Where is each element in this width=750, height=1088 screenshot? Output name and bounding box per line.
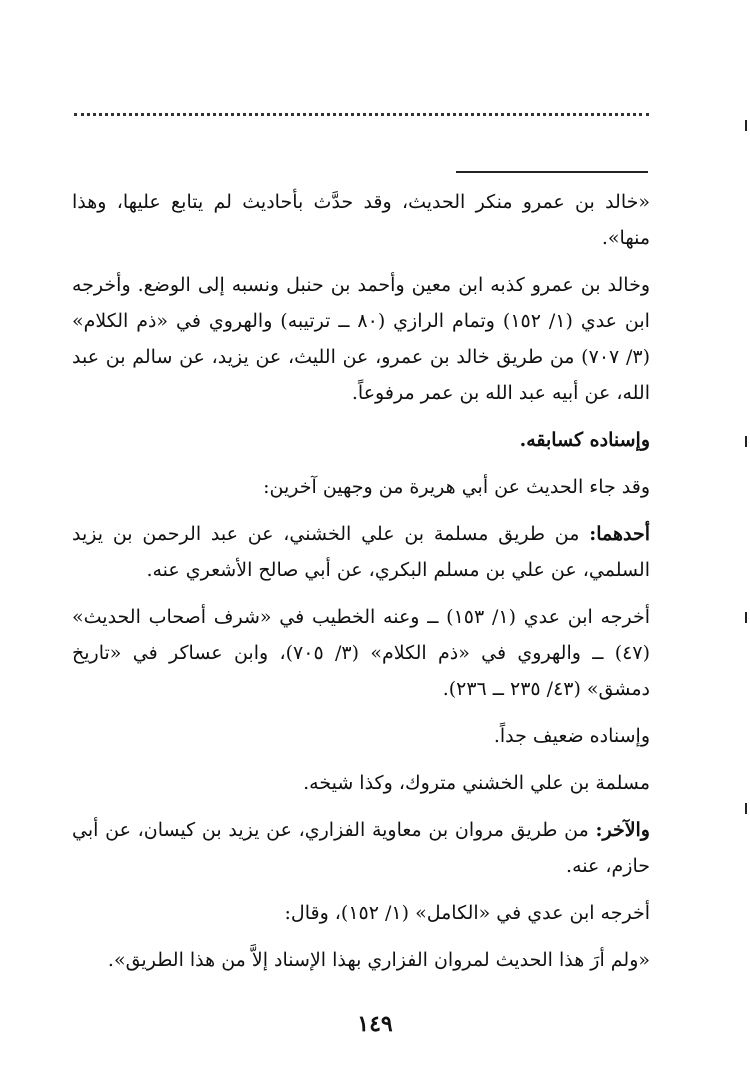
paragraph-text: وإسناده ضعيف جداً. bbox=[493, 725, 650, 747]
paragraph-3 bbox=[72, 422, 650, 458]
paragraph-1 bbox=[72, 184, 650, 256]
dotted-separator bbox=[74, 113, 649, 116]
margin-mark bbox=[745, 612, 747, 623]
paragraph-11 bbox=[72, 942, 650, 978]
paragraph-6 bbox=[72, 599, 650, 707]
margin-mark bbox=[745, 803, 747, 814]
paragraph-text: من طريق مسلمة بن علي الخشني، عن عبد الرحمن بن يزيد السلمي، عن علي بن مسلم البكري، عن أبي صالح الأشعري عنه. bbox=[72, 523, 650, 581]
paragraph-text: «ولم أرَ هذا الحديث لمروان الفزاري بهذا الإسناد إلاَّ من هذا الطريق». bbox=[107, 949, 650, 971]
paragraph-text: أخرجه ابن عدي في «الكامل» (١/ ١٥٢)، وقال: bbox=[284, 902, 650, 924]
footnote-rule bbox=[456, 171, 648, 173]
page-number: ١٤٩ bbox=[357, 1011, 393, 1037]
paragraph-2 bbox=[72, 267, 650, 411]
paragraph-7 bbox=[72, 718, 650, 754]
paragraph-lead: والآخر: bbox=[595, 819, 650, 841]
paragraph-10 bbox=[72, 895, 650, 931]
paragraph-text: مسلمة بن علي الخشني متروك، وكذا شيخه. bbox=[303, 772, 650, 794]
paragraph-lead: أحدهما: bbox=[589, 523, 650, 545]
margin-mark bbox=[745, 436, 747, 447]
paragraph-text: «خالد بن عمرو منكر الحديث، وقد حدَّث بأحاديث لم يتابع عليها، وهذا منها». bbox=[72, 191, 650, 249]
paragraph-text: وقد جاء الحديث عن أبي هريرة من وجهين آخرين: bbox=[263, 476, 650, 498]
paragraph-text: وخالد بن عمرو كذبه ابن معين وأحمد بن حنبل ونسبه إلى الوضع. وأخرجه ابن عدي (١/ ١٥٢) وتمام الرازي (٨٠ ــ ترتيبه) والهروي في «ذم الكلام» (٣/ ٧٠٧) من طريق خالد بن عمرو، عن الليث، عن يزيد، عن سالم بن عبد الله، عن أبيه عبد الله بن عمر مرفوعاً. bbox=[72, 274, 650, 404]
paragraph-9 bbox=[72, 812, 650, 884]
paragraph-4 bbox=[72, 469, 650, 505]
margin-mark bbox=[745, 120, 747, 131]
paragraph-lead: وإسناده كسابقه. bbox=[519, 429, 650, 451]
paragraph-text: أخرجه ابن عدي (١/ ١٥٣) ــ وعنه الخطيب في «شرف أصحاب الحديث» (٤٧) ــ والهروي في «ذم الكلام» (٣/ ٧٠٥)، وابن عساكر في «تاريخ دمشق» (٤٣/ ٢٣٥ ــ ٢٣٦). bbox=[72, 606, 650, 700]
page-body bbox=[72, 184, 650, 989]
paragraph-8 bbox=[72, 765, 650, 801]
paragraph-5 bbox=[72, 516, 650, 588]
paragraph-text: من طريق مروان بن معاوية الفزاري، عن يزيد بن كيسان، عن أبي حازم، عنه. bbox=[72, 819, 650, 877]
